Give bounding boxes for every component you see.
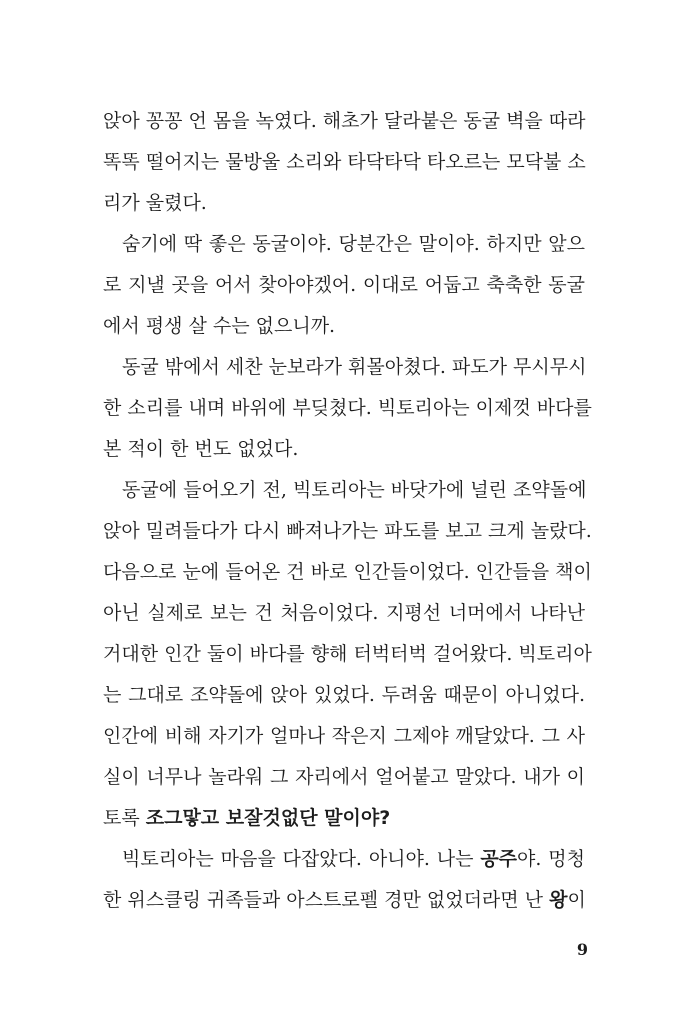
text-line-with-emphasis bbox=[103, 803, 585, 833]
text-segment: 야. 멍청 bbox=[517, 848, 585, 870]
text-line: 아닌 실제로 보는 건 처음이었다. 지평선 너머에서 나타난 bbox=[103, 602, 585, 624]
text-segment: 빅토리아는 마음을 다잡았다. 아니야. 나는 bbox=[122, 848, 481, 870]
text-line: 는 그대로 조약돌에 앉아 있었다. 두려움 때문이 아니었다. bbox=[103, 684, 585, 706]
text-line: 동굴에 들어오기 전, 빅토리아는 바닷가에 널린 조약돌에 bbox=[122, 479, 587, 501]
text-line: 리가 울렸다. bbox=[103, 192, 207, 214]
text-line: 앉아 꽁꽁 언 몸을 녹였다. 해초가 달라붙은 동굴 벽을 따라 bbox=[103, 110, 586, 132]
text-line-with-emphasis bbox=[103, 844, 585, 874]
text-line: 숨기에 딱 좋은 동굴이야. 당분간은 말이야. 하지만 앞으 bbox=[122, 233, 585, 255]
page-number: 9 bbox=[576, 940, 588, 959]
text-line: 똑똑 떨어지는 물방울 소리와 타닥타닥 타오르는 모닥불 소 bbox=[103, 151, 586, 173]
emphasis-text: 공주 bbox=[480, 848, 518, 870]
text-line: 본 적이 한 번도 없었다. bbox=[103, 438, 299, 460]
text-line: 로 지낼 곳을 어서 찾아야겠어. 이대로 어둡고 축축한 동굴 bbox=[103, 274, 585, 296]
text-segment: 이 bbox=[567, 889, 586, 911]
text-segment: 한 위스클링 귀족들과 아스트로펠 경만 없었더라면 난 bbox=[103, 889, 550, 911]
emphasis-text: 조그맣고 보잘것없단 말이야? bbox=[145, 807, 391, 829]
text-line: 다음으로 눈에 들어온 건 바로 인간들이었다. 인간들을 책이 bbox=[103, 561, 592, 583]
text-line-with-emphasis bbox=[103, 885, 585, 915]
text-line: 실이 너무나 놀라워 그 자리에서 얼어붙고 말았다. 내가 이 bbox=[103, 766, 585, 788]
text-line: 동굴 밖에서 세찬 눈보라가 휘몰아쳤다. 파도가 무시무시 bbox=[122, 356, 587, 378]
emphasis-text: 왕 bbox=[549, 889, 568, 911]
text-line: 인간에 비해 자기가 얼마나 작은지 그제야 깨달았다. 그 사 bbox=[103, 725, 585, 747]
text-line: 거대한 인간 둘이 바다를 향해 터벅터벅 걸어왔다. 빅토리아 bbox=[103, 643, 592, 665]
text-line: 에서 평생 살 수는 없으니까. bbox=[103, 315, 336, 337]
text-line: 한 소리를 내며 바위에 부딪쳤다. 빅토리아는 이제껏 바다를 bbox=[103, 397, 592, 419]
text-segment: 토록 bbox=[103, 807, 146, 829]
text-line: 앉아 밀려들다가 다시 빠져나가는 파도를 보고 크게 놀랐다. bbox=[103, 520, 592, 542]
